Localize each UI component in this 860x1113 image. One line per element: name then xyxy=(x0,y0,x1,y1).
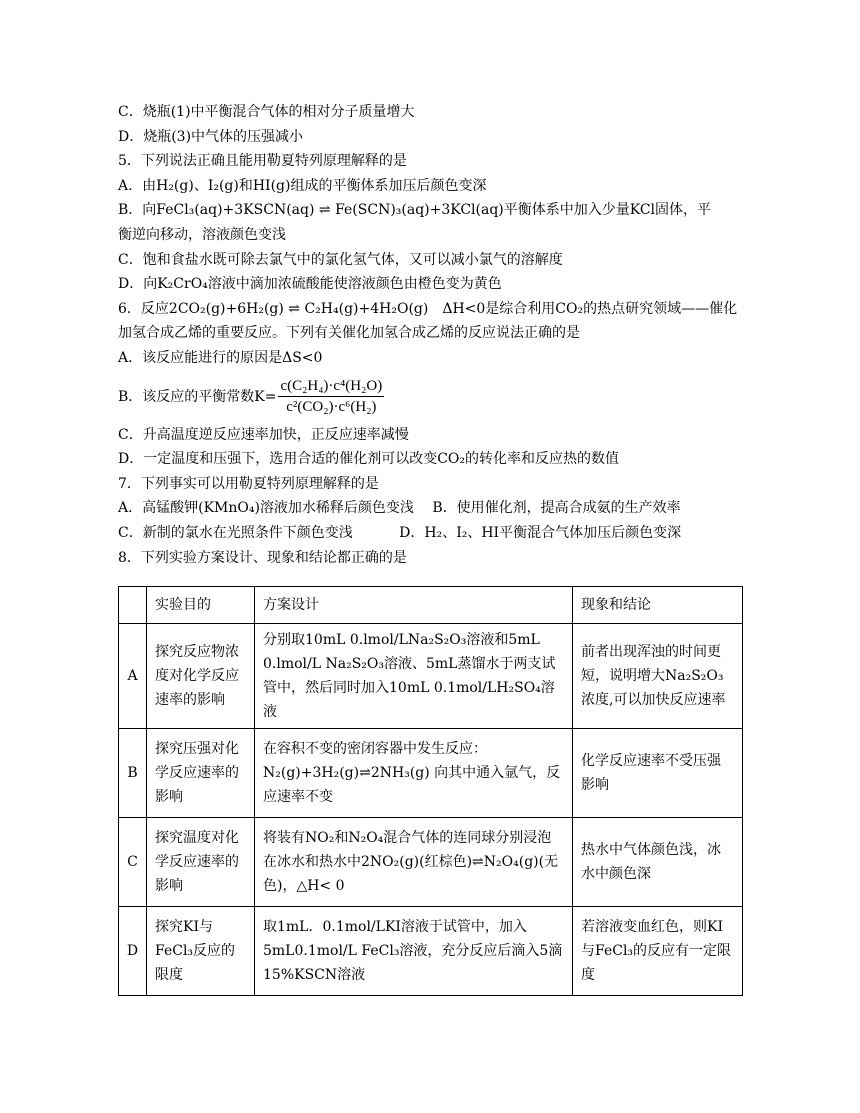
question-6-line2: 加氢合成乙烯的重要反应。下列有关催化加氢合成乙烯的反应说法正确的是 xyxy=(118,325,580,342)
option-c-q4: C．烧瓶(1)中平衡混合气体的相对分子质量增大 xyxy=(118,104,415,120)
table-row xyxy=(119,729,743,818)
option-c-q6: C．升高温度逆反应速率加快，正反应速率减慢 xyxy=(118,426,409,443)
header-cell-design: 方案设计 xyxy=(255,587,573,624)
question-text xyxy=(118,100,738,570)
option-b-q5-line1: B．向FeCl₃(aq)+3KSCN(aq) ⇌ Fe(SCN)₃(aq)+3KCl(aq)平衡体系中加入少量KCl固体，平 xyxy=(118,202,712,219)
row-label: A xyxy=(119,624,147,729)
row-purpose: 探究反应物浓度对化学反应速率的影响 xyxy=(147,624,255,729)
option-a-q5: A．由H₂(g)、I₂(g)和HI(g)组成的平衡体系加压后颜色变深 xyxy=(118,177,487,194)
option-a-q6: A．该反应能进行的原因是ΔS<0 xyxy=(118,349,323,366)
question-8: 8．下列实验方案设计、现象和结论都正确的是 xyxy=(118,549,407,566)
options-ab-q7: A．高锰酸钾(KMnO₄)溶液加水稀释后颜色变浅 B．使用催化剂，提高合成氨的生产效率 xyxy=(118,500,681,517)
fraction-denominator: c²(CO₂)·c⁶(H₂) xyxy=(286,399,377,416)
row-purpose: 探究KI与FeCl₃反应的限度 xyxy=(147,907,255,996)
option-d-q5: D．向K₂CrO₄溶液中滴加浓硫酸能使溶液颜色由橙色变为黄色 xyxy=(118,276,502,293)
header-cell-purpose: 实验目的 xyxy=(147,587,255,624)
row-design: 分别取10mL 0.lmol/LNa₂S₂O₃溶液和5mL 0.lmol/L Na₂S₂O₃溶液、5mL蒸馏水于两支试管中，然后同时加入10mL 0.1mol/LH₂SO₄溶液 xyxy=(255,624,573,729)
option-b-q6-prefix: B．该反应的平衡常数K= xyxy=(118,388,277,405)
option-b-q6 xyxy=(118,371,738,423)
option-c-q5: C．饱和食盐水既可除去氯气中的氯化氢气体，又可以减小氯气的溶解度 xyxy=(118,251,563,268)
option-b-q5-line2: 衡逆向移动，溶液颜色变浅 xyxy=(118,226,286,243)
row-result: 若溶液变血红色，则KI与FeCl₃的反应有一定限度 xyxy=(573,907,743,996)
option-d-q4: D．烧瓶(3)中气体的压强减小 xyxy=(118,128,304,145)
table-row xyxy=(119,818,743,907)
table-row xyxy=(119,624,743,729)
row-design: 将装有NO₂和N₂O₄混合气体的连同球分别浸泡在冰水和热水中2NO₂(g)(红棕色)⇌N₂O₄(g)(无色)，△H< 0 xyxy=(255,818,573,907)
question-7: 7．下列事实可以用勒夏特列原理解释的是 xyxy=(118,475,379,492)
row-result: 热水中气体颜色浅，冰水中颜色深 xyxy=(573,818,743,907)
row-result: 化学反应速率不受压强影响 xyxy=(573,729,743,818)
fraction-numerator: c(C₂H₄)·c⁴(H₂O) xyxy=(278,376,384,397)
row-purpose: 探究压强对化学反应速率的影响 xyxy=(147,729,255,818)
table-header-row xyxy=(119,587,743,624)
header-cell-blank xyxy=(119,587,147,624)
option-d-q6: D．一定温度和压强下，选用合适的催化剂可以改变CO₂的转化率和反应热的数值 xyxy=(118,451,620,468)
row-purpose: 探究温度对化学反应速率的影响 xyxy=(147,818,255,907)
question-6-line1: 6．反应2CO₂(g)+6H₂(g) ⇌ C₂H₄(g)+4H₂O(g) ΔH<0是综合利用CO₂的热点研究领域——催化 xyxy=(118,300,738,317)
options-cd-q7: C．新制的氯水在光照条件下颜色变浅 D．H₂、I₂、HI平衡混合气体加压后颜色变深 xyxy=(118,524,682,541)
row-label: D xyxy=(119,907,147,996)
row-design: 取1mL．0.1mol/LKI溶液于试管中，加入5mL0.1mol/L FeCl₃溶液，充分反应后滴入5滴15%KSCN溶液 xyxy=(255,907,573,996)
experiment-table xyxy=(118,586,743,996)
question-5: 5．下列说法正确且能用勒夏特列原理解释的是 xyxy=(118,153,407,170)
row-label: B xyxy=(119,729,147,818)
table-row xyxy=(119,907,743,996)
row-design: 在容积不变的密闭容器中发生反应：N₂(g)+3H₂(g)⇌2NH₃(g) 向其中通入氩气，反应速率不变 xyxy=(255,729,573,818)
equilibrium-constant-fraction xyxy=(278,376,384,417)
row-result: 前者出现浑浊的时间更短，说明增大Na₂S₂O₃浓度,可以加快反应速率 xyxy=(573,624,743,729)
header-cell-result: 现象和结论 xyxy=(573,587,743,624)
row-label: C xyxy=(119,818,147,907)
